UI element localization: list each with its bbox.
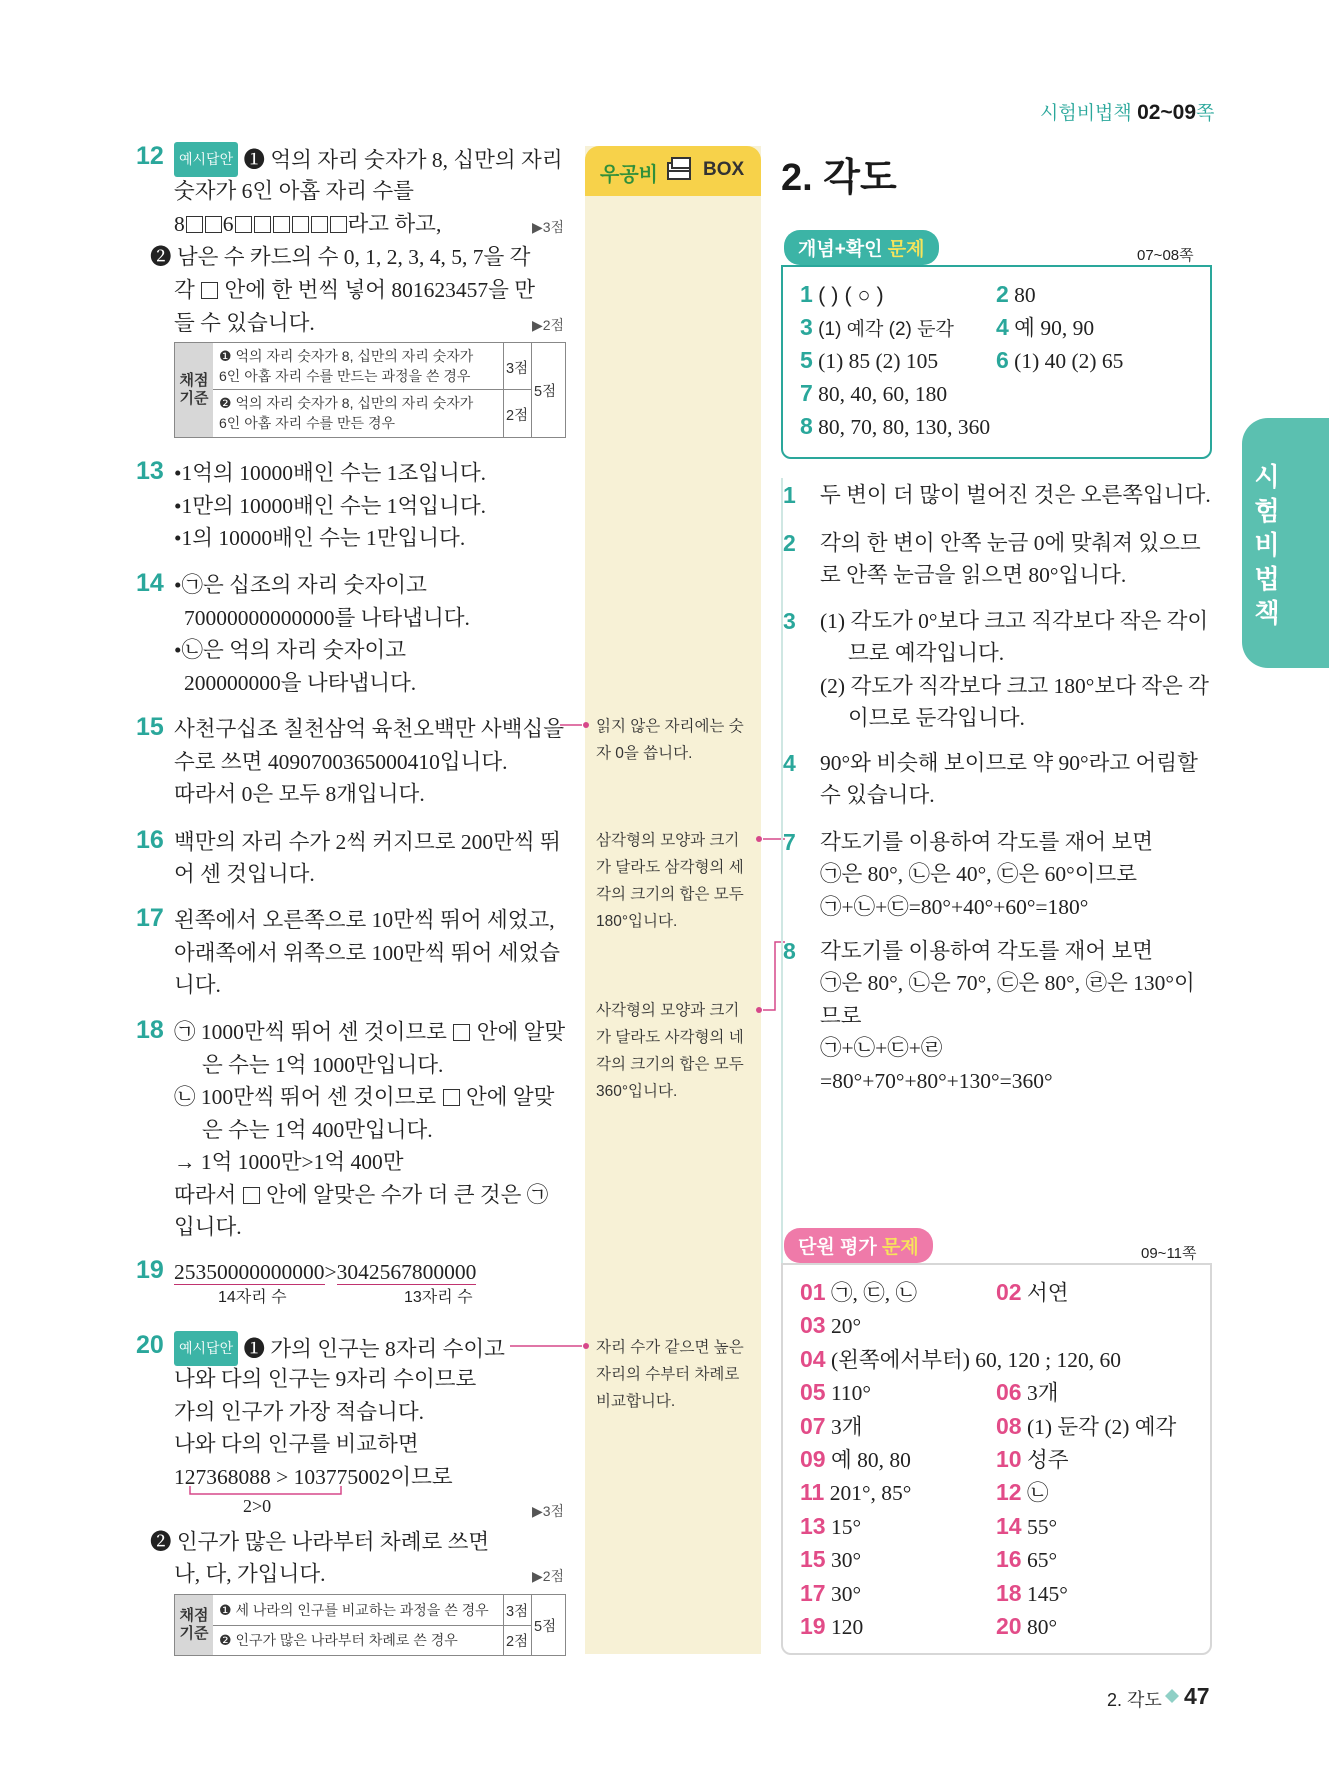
q20-digit-compare: 2>0 (243, 1496, 272, 1516)
s4-line2: 수 있습니다. (820, 783, 935, 807)
concept-row2: 3 (1) 예각 (2) 둔각 (800, 314, 954, 340)
q12-crit-row2: ❷ 억의 자리 숫자가 8, 십만의 자리 숫자가 6인 아홉 자리 수를 만든 경우 (219, 395, 474, 431)
unit-answer: 07 3개 (800, 1412, 863, 1439)
concept-row5: 8 80, 70, 80, 130, 360 (800, 413, 991, 439)
unit-answer: 05 110° (800, 1379, 872, 1406)
concept-pages: 07~08쪽 (1137, 247, 1194, 264)
q20-line5: 127368088 > 103775002이므로 (174, 1465, 453, 1489)
page-header: 시험비법책 02~09쪽 (1040, 101, 1215, 124)
q20-line7: ❷ 인구가 많은 나라부터 차례로 쓰면 (150, 1530, 490, 1554)
q15-line1: 사천구십조 칠천삼억 육천오백만 사백십을 (174, 717, 564, 741)
unit-answer: 14 55° (996, 1512, 1058, 1539)
unit-test-pages: 09~11쪽 (1141, 1245, 1197, 1262)
q12-crit-pts1: 3점 (506, 361, 529, 377)
q19-note-b: 13자리 수 (404, 1289, 473, 1306)
q20-crit-row2: ❷ 인구가 많은 나라부터 차례로 쓴 경우 (219, 1632, 458, 1648)
memo-connector (510, 1341, 600, 1351)
q18-line1: ㉠ 1000만씩 뛰어 센 것이므로 안에 알맞 (174, 1020, 566, 1044)
q18-line7: 입니다. (174, 1215, 242, 1239)
q17-number: 17 (136, 904, 164, 932)
s8-line3: 므로 (820, 1004, 862, 1028)
side-tab-label: 시험비법책 (1254, 462, 1280, 628)
s2-line1: 각의 한 변이 안쪽 눈금 0에 맞춰져 있으므 (820, 531, 1201, 555)
concept-row2b: 4 예 90, 90 (996, 314, 1095, 340)
q20-points1: ▶3점 (532, 1503, 565, 1519)
q12-crit-row1: ❶ 억의 자리 숫자가 8, 십만의 자리 숫자가 6인 아홉 자리 수를 만드는 과정을 쓴 경우 (219, 348, 474, 384)
s7-line1: 각도기를 이용하여 각도를 재어 보면 (820, 830, 1154, 854)
q20-line8: 나, 다, 가입니다. (174, 1562, 326, 1586)
q14-line1: •㉠은 십조의 자리 숫자이고 (174, 573, 427, 597)
q17-line1: 왼쪽에서 오른쪽으로 10만씩 뛰어 세었고, (174, 908, 555, 932)
q12-points2: ▶2점 (532, 317, 565, 333)
memo-connector (560, 720, 600, 730)
diamond-icon (1165, 1689, 1179, 1703)
s8-line4: ㉠+㉡+㉢+㉣ (820, 1036, 943, 1060)
q13-line2: •1만의 10000배인 수는 1억입니다. (174, 494, 486, 518)
q18-line4: 은 수는 1억 400만입니다. (202, 1118, 433, 1142)
q19-number: 19 (136, 1256, 164, 1284)
q16-line2: 어 센 것입니다. (174, 862, 315, 886)
q14-line3: •㉡은 억의 자리 숫자이고 (174, 638, 407, 662)
memo-box-label: 우공비 (600, 164, 658, 186)
q18-line6: 따라서 안에 알맞은 수가 더 큰 것은 ㉠ (174, 1183, 549, 1207)
q14-line4: 200000000을 나타냅니다. (184, 671, 417, 695)
s4-line1: 90°와 비슷해 보이므로 약 90°라고 어림할 (820, 751, 1198, 775)
memo-2: 삼각형의 모양과 크기 가 달라도 삼각형의 세 각의 크기의 합은 모두 180°입니다. (596, 832, 744, 930)
footer-chapter: 2. 각도 (1107, 1690, 1162, 1710)
q17-line3: 니다. (174, 973, 221, 997)
q12-crit-pts2: 2점 (506, 408, 529, 424)
q17-line2: 아래쪽에서 위쪽으로 100만씩 뛰어 세었습 (174, 941, 561, 965)
q12-line6: 들 수 있습니다. (174, 311, 315, 335)
s1-line1: 두 변이 더 많이 벌어진 것은 오른쪽입니다. (820, 483, 1211, 507)
q13-line3: •1의 10000배인 수는 1만입니다. (174, 526, 466, 550)
scoring-label: 채점 기준 (175, 343, 213, 437)
q15-line3: 따라서 0은 모두 8개입니다. (174, 782, 425, 806)
answer-badge: 예시답안 (174, 1331, 238, 1366)
q18-line2: 은 수는 1억 1000만입니다. (202, 1053, 444, 1077)
q20-crit-pts1: 3점 (506, 1604, 529, 1620)
q20-points2: ▶2점 (532, 1568, 565, 1584)
s8-line5: =80°+70°+80°+130°=360° (820, 1069, 1053, 1093)
q12-number: 12 (136, 142, 164, 170)
unit-answer: 03 20° (800, 1312, 862, 1339)
q20-scoring-table (174, 1594, 566, 1656)
unit-answer: 09 예 80, 80 (800, 1446, 911, 1472)
s1-number: 1 (783, 482, 796, 508)
q12-line1: 예시답안 ❶ 억의 자리 숫자가 8, 십만의 자리 (174, 142, 563, 177)
unit-answer: 08 (1) 둔각 (2) 예각 (996, 1412, 1177, 1439)
unit-answer: 11 201°, 85° (800, 1479, 912, 1506)
unit-answer: 06 3개 (996, 1379, 1059, 1406)
q18-number: 18 (136, 1016, 164, 1044)
s7-number: 7 (783, 829, 796, 855)
q16-line1: 백만의 자리 수가 2씩 커지므로 200만씩 뛰 (174, 830, 561, 854)
box-icon (665, 155, 693, 181)
unit-answer: 15 30° (800, 1546, 862, 1573)
unit-test-label: 단원 평가 문제 (784, 1228, 933, 1263)
q12-scoring-table (174, 342, 566, 438)
concept-row3: 5 (1) 85 (2) 105 (800, 347, 939, 373)
s8-line2: ㉠은 80°, ㉡은 70°, ㉢은 80°, ㉣은 130°이 (820, 971, 1195, 995)
unit-answer: 16 65° (996, 1546, 1058, 1573)
concept-row1: 1 ( ) ( ○ ) (800, 281, 884, 307)
memo-4: 자리 수가 같으면 높은 자리의 수부터 차례로 비교합니다. (596, 1339, 744, 1410)
unit-answer: 19 120 (800, 1613, 864, 1639)
q20-crit-row1: ❶ 세 나라의 인구를 비교하는 과정을 쓴 경우 (219, 1602, 489, 1618)
q12-line3: 8 6 라고 하고, (174, 212, 442, 236)
unit-answer: 13 15° (800, 1512, 862, 1539)
q20-crit-total: 5점 (534, 1619, 557, 1635)
q20-line4: 나와 다의 인구를 비교하면 (174, 1432, 419, 1456)
memo-box-title: BOX (703, 159, 745, 180)
q13-line1: •1억의 10000배인 수는 1조입니다. (174, 461, 486, 485)
q13-number: 13 (136, 457, 164, 485)
memo-box-header (585, 146, 761, 196)
unit-answer: 12 ㉡ (996, 1479, 1049, 1506)
q12-crit-total: 5점 (534, 384, 557, 400)
concept-row3b: 6 (1) 40 (2) 65 (996, 347, 1124, 373)
q12-points1: ▶3점 (532, 219, 565, 235)
memo-1: 읽지 않은 자리에는 숫 자 0을 씁니다. (596, 718, 744, 762)
s2-line2: 로 안쪽 눈금을 읽으면 80°입니다. (820, 563, 1127, 587)
s4-number: 4 (783, 750, 796, 776)
q14-number: 14 (136, 569, 164, 597)
unit-answer: 20 80° (996, 1613, 1058, 1639)
q19-comparison: 25350000000000>3042567800000 (174, 1260, 477, 1284)
s8-line1: 각도기를 이용하여 각도를 재어 보면 (820, 939, 1154, 963)
q18-line5: → 1억 1000만>1억 400만 (174, 1150, 404, 1174)
s7-line2: ㉠은 80°, ㉡은 40°, ㉢은 60°이므로 (820, 862, 1138, 886)
q19-note-a: 14자리 수 (218, 1289, 287, 1306)
q16-number: 16 (136, 826, 164, 854)
q20-number: 20 (136, 1331, 164, 1359)
q20-line2: 나와 다의 인구는 9자리 수이므로 (174, 1367, 477, 1391)
s3-line3: (2) 각도가 직각보다 크고 180°보다 작은 각 (820, 674, 1209, 698)
q12-line5: 각 안에 한 번씩 넣어 801623457을 만 (174, 278, 536, 302)
s3-number: 3 (783, 608, 796, 634)
s8-number: 8 (783, 938, 796, 964)
s3-line4: 이므로 둔각입니다. (848, 706, 1025, 730)
s7-line3: ㉠+㉡+㉢=80°+40°+60°=180° (820, 895, 1089, 919)
answer-badge: 예시답안 (174, 142, 238, 177)
memo-3: 사각형의 모양과 크기 가 달라도 사각형의 네 각의 크기의 합은 모두 360°입니다. (596, 1002, 744, 1100)
s2-number: 2 (783, 530, 796, 556)
q20-crit-pts2: 2점 (506, 1634, 529, 1650)
page-number: 47 (1184, 1683, 1210, 1709)
concept-row4: 7 80, 40, 60, 180 (800, 380, 948, 406)
unit-answer: 02 서연 (996, 1279, 1069, 1305)
unit-answer: 04 (왼쪽에서부터) 60, 120 ; 120, 60 (800, 1345, 1122, 1372)
q18-line3: ㉡ 100만씩 뛰어 센 것이므로 안에 알맞 (174, 1085, 555, 1109)
chapter-title: 2. 각도 (781, 157, 897, 199)
scoring-label: 채점 기준 (175, 1595, 213, 1655)
q14-line2: 70000000000000를 나타냅니다. (184, 606, 470, 630)
q12-line2: 숫자가 6인 아홉 자리 수를 (174, 179, 414, 203)
s3-line2: 므로 예각입니다. (848, 641, 1005, 665)
unit-answer: 10 성주 (996, 1446, 1069, 1472)
unit-answer: 18 145° (996, 1579, 1068, 1606)
concept-label: 개념+확인 문제 (784, 230, 939, 265)
unit-answer: 01 ㉠, ㉢, ㉡ (800, 1279, 917, 1305)
concept-row1b: 2 80 (996, 281, 1036, 307)
q20-line3: 가의 인구가 가장 적습니다. (174, 1400, 424, 1424)
q12-line4: ❷ 남은 수 카드의 수 0, 1, 2, 3, 4, 5, 7을 각 (150, 245, 531, 269)
q15-line2: 수로 쓰면 4090700365000410입니다. (174, 750, 508, 774)
q15-number: 15 (136, 713, 164, 741)
q20-line1: 예시답안 ❶ 가의 인구는 8자리 수이고 (174, 1331, 505, 1366)
s3-line1: (1) 각도가 0°보다 크고 직각보다 작은 각이 (820, 609, 1209, 633)
unit-answer: 17 30° (800, 1579, 862, 1606)
